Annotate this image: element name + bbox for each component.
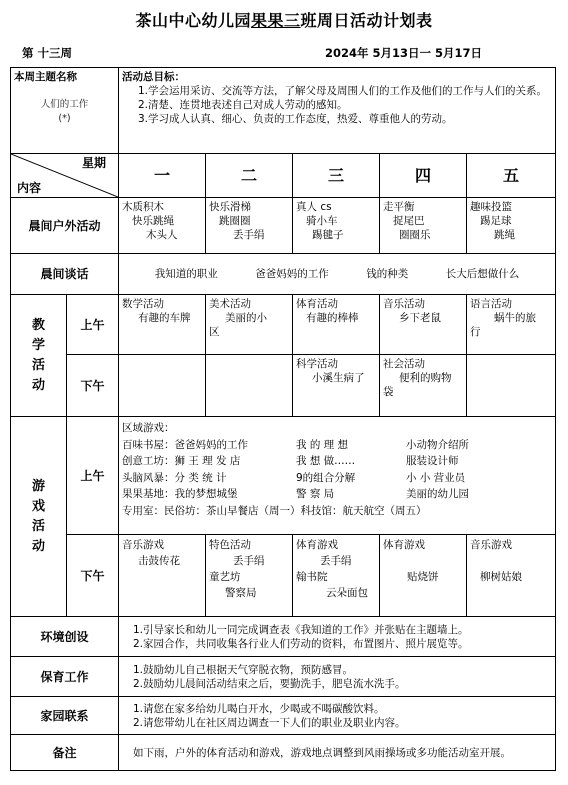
play-am-label: 上午 [67, 417, 119, 535]
goals-cell [119, 68, 556, 154]
zone-item: 警 察 局 [296, 488, 335, 500]
page-title [0, 8, 568, 31]
teaching-pm-wed [293, 355, 380, 417]
label-char: 动 [31, 538, 45, 554]
game-title: 丢手绢 [320, 555, 352, 567]
outdoor-item: 跳绳 [494, 229, 515, 241]
outdoor-item: 走平衡 [383, 201, 415, 213]
talk-item: 钱的种类 [366, 268, 409, 280]
zone-row [122, 437, 552, 454]
date-range: 2024年 5月13日一 5月17日 [325, 46, 483, 60]
zone-row [122, 486, 552, 503]
activity-title: 乡下老鼠 [399, 312, 441, 324]
teaching-am-thu [380, 295, 467, 355]
goal-2: 2.清楚、连贯地表述自己对成人劳动的感知。 [138, 99, 348, 111]
activity-type: 语言活动 [470, 298, 512, 310]
activity-type: 体育活动 [296, 298, 338, 310]
zone-item: 我 的 理 想 [296, 438, 349, 451]
outdoor-label: 晨间户外活动 [11, 198, 119, 254]
label-char: 活 [31, 518, 45, 534]
outdoor-item: 丢手绢 [233, 229, 265, 241]
activity-title: 小溪生病了 [312, 372, 365, 384]
talk-item: 爸爸妈妈的工作 [255, 268, 329, 280]
game-type: 翰书院 [296, 571, 328, 583]
zone-item: 我 想 做…… [296, 455, 356, 467]
theme-label: 本周主题名称 [14, 71, 77, 83]
activity-title: 便利的购物 [399, 372, 452, 384]
theme-mark: (*) [58, 113, 71, 124]
teaching-pm-fri [467, 355, 556, 417]
teaching-label [11, 295, 67, 417]
family-line-1: 1.请您在家多给幼儿喝白开水，少喝或不喝碳酸饮料。 [133, 702, 385, 715]
outdoor-item: 踢毽子 [312, 229, 344, 241]
teaching-am-wed [293, 295, 380, 355]
game-title: 贴烧饼 [407, 571, 439, 583]
activity-title: 有趣的车牌 [138, 312, 191, 324]
teaching-am-label: 上午 [67, 295, 119, 355]
weekday-corner [11, 154, 119, 198]
game-type: 体育游戏 [383, 539, 425, 551]
weekday-content-label: 内容 [17, 181, 42, 195]
play-pm-thu [380, 535, 467, 617]
teaching-pm-mon [119, 355, 206, 417]
outdoor-mon [119, 198, 206, 254]
care-line-1: 1.鼓励幼儿自己根据天气穿脱衣物，预防感冒。 [133, 663, 354, 676]
day-mon: 一 [119, 154, 206, 198]
plan-table [10, 67, 556, 771]
game-type: 体育游戏 [296, 539, 338, 551]
label-char: 教 [31, 317, 45, 333]
care-line-2: 2.鼓励幼儿晨间活动结束之后，要勤洗手，肥皂流水洗手。 [133, 677, 406, 690]
game-type: 音乐游戏 [122, 539, 164, 551]
outdoor-item: 木质积木 [122, 201, 164, 213]
goals-title: 活动总目标： [122, 71, 185, 83]
day-tue: 二 [206, 154, 293, 198]
outdoor-item: 骑小车 [306, 215, 338, 227]
environment-line-2: 2.家园合作，共同收集各行业人们劳动的资料，布置图片、照片展览等。 [133, 637, 469, 650]
environment-label: 环境创设 [11, 617, 119, 657]
theme-name: 人们的工作 [40, 99, 89, 110]
outdoor-item: 捉尾巴 [393, 215, 425, 227]
family-line-2: 2.请您带幼儿在社区周边调查一下人们的职业及职业内容。 [133, 716, 406, 729]
zone-games-cell [119, 417, 556, 535]
goal-1: 1.学会运用采访、交流等方法，了解父母及周围人们的工作及他们的工作与人们的关系。 [138, 85, 548, 97]
outdoor-item: 跳圈圈 [219, 215, 251, 227]
outdoor-fri [467, 198, 556, 254]
zone-item: 头脑风暴：分 类 统 计 [122, 471, 227, 484]
zone-title: 区域游戏： [122, 422, 175, 434]
goal-3: 3.学习成人认真、细心、负责的工作态度，热爱、尊重他人的劳动。 [138, 113, 453, 125]
activity-title: 袋 [383, 386, 394, 398]
talk-item: 长大后想做什么 [445, 268, 520, 280]
teaching-pm-thu [380, 355, 467, 417]
weekday-star-label: 星期 [81, 156, 106, 170]
zone-item: 小 小 营业员 [406, 471, 466, 484]
play-pm-wed [293, 535, 380, 617]
teaching-am-fri [467, 295, 556, 355]
zone-item: 创意工坊：狮 王 理 发 店 [122, 455, 241, 467]
notes-cell [119, 735, 556, 771]
family-cell [119, 697, 556, 735]
zone-row [122, 470, 552, 487]
theme-cell [11, 68, 119, 154]
label-char: 学 [31, 337, 45, 353]
outdoor-item: 真人 cs [296, 201, 332, 213]
title-school: 茶山中心幼儿园 [135, 11, 251, 30]
notes-label: 备注 [11, 735, 119, 771]
week-label: 第 十三周 [22, 46, 73, 60]
game-title: 丢手绢 [233, 555, 265, 567]
label-char: 戏 [31, 498, 45, 514]
outdoor-item: 踢足球 [480, 215, 512, 227]
environment-cell [119, 617, 556, 657]
outdoor-item: 木头人 [146, 229, 178, 241]
activity-title: 有趣的棒棒 [306, 312, 359, 324]
day-wed: 三 [293, 154, 380, 198]
activity-type: 科学活动 [296, 358, 338, 370]
family-label: 家园联系 [11, 697, 119, 735]
zone-item: 小动物介绍所 [406, 438, 469, 451]
day-thu: 四 [380, 154, 467, 198]
title-suffix: 班周日活动计划表 [300, 11, 433, 30]
activity-title: 蜗牛的旅 [494, 312, 536, 324]
game-title: 警察局 [225, 587, 257, 599]
zone-item: 百味书屋：爸爸妈妈的工作 [122, 438, 248, 451]
play-pm-tue [206, 535, 293, 617]
activity-type: 音乐活动 [383, 298, 425, 310]
talk-cell [119, 254, 556, 295]
activity-title: 行 [470, 326, 481, 338]
outdoor-item: 趣味投篮 [470, 201, 512, 213]
zone-item: 服装设计师 [406, 455, 459, 467]
outdoor-item: 快乐跳绳 [132, 215, 174, 227]
zone-row [122, 453, 552, 470]
label-char: 游 [31, 478, 45, 494]
activity-title: 区 [209, 326, 220, 338]
game-title: 柳树姑娘 [480, 571, 522, 583]
teaching-am-tue [206, 295, 293, 355]
care-cell [119, 657, 556, 697]
activity-type: 数学活动 [122, 298, 164, 310]
notes-text: 如下雨，户外的体育活动和游戏，游戏地点调整到风雨操场或多功能活动室开展。 [133, 746, 511, 759]
game-type: 童艺坊 [209, 571, 241, 583]
activity-type: 社会活动 [383, 358, 425, 370]
environment-line-1: 1.引导家长和幼儿一同完成调查表《我知道的工作》并张贴在主题墙上。 [133, 623, 469, 636]
teaching-pm-tue [206, 355, 293, 417]
activity-title: 美丽的小 [225, 312, 267, 324]
label-char: 动 [31, 377, 45, 393]
teaching-pm-label: 下午 [67, 355, 119, 417]
outdoor-item: 圈圈乐 [399, 229, 431, 241]
day-fri: 五 [467, 154, 556, 198]
title-class: 果果三 [250, 11, 301, 30]
zone-item: 9的组合分解 [296, 471, 356, 484]
game-title: 云朵面包 [326, 587, 368, 599]
play-label [11, 417, 67, 617]
outdoor-thu [380, 198, 467, 254]
care-label: 保育工作 [11, 657, 119, 697]
special-rooms: 专用室：民俗坊：茶山早餐店（周一）科技馆：航天航空（周五） [122, 504, 427, 517]
activity-type: 美术活动 [209, 298, 251, 310]
play-pm-fri [467, 535, 556, 617]
game-type: 音乐游戏 [470, 539, 512, 551]
play-pm-mon [119, 535, 206, 617]
game-type: 特色活动 [209, 539, 251, 551]
talk-item: 我知道的职业 [154, 268, 218, 280]
outdoor-wed [293, 198, 380, 254]
zone-item: 果果基地：我的梦想城堡 [122, 488, 238, 500]
outdoor-item: 快乐滑梯 [209, 201, 251, 213]
game-title: 击鼓传花 [138, 555, 180, 567]
label-char: 活 [31, 357, 45, 373]
play-pm-label: 下午 [67, 535, 119, 617]
teaching-am-mon [119, 295, 206, 355]
outdoor-tue [206, 198, 293, 254]
zone-item: 美丽的幼儿园 [406, 488, 469, 500]
talk-label: 晨间谈话 [11, 254, 119, 295]
